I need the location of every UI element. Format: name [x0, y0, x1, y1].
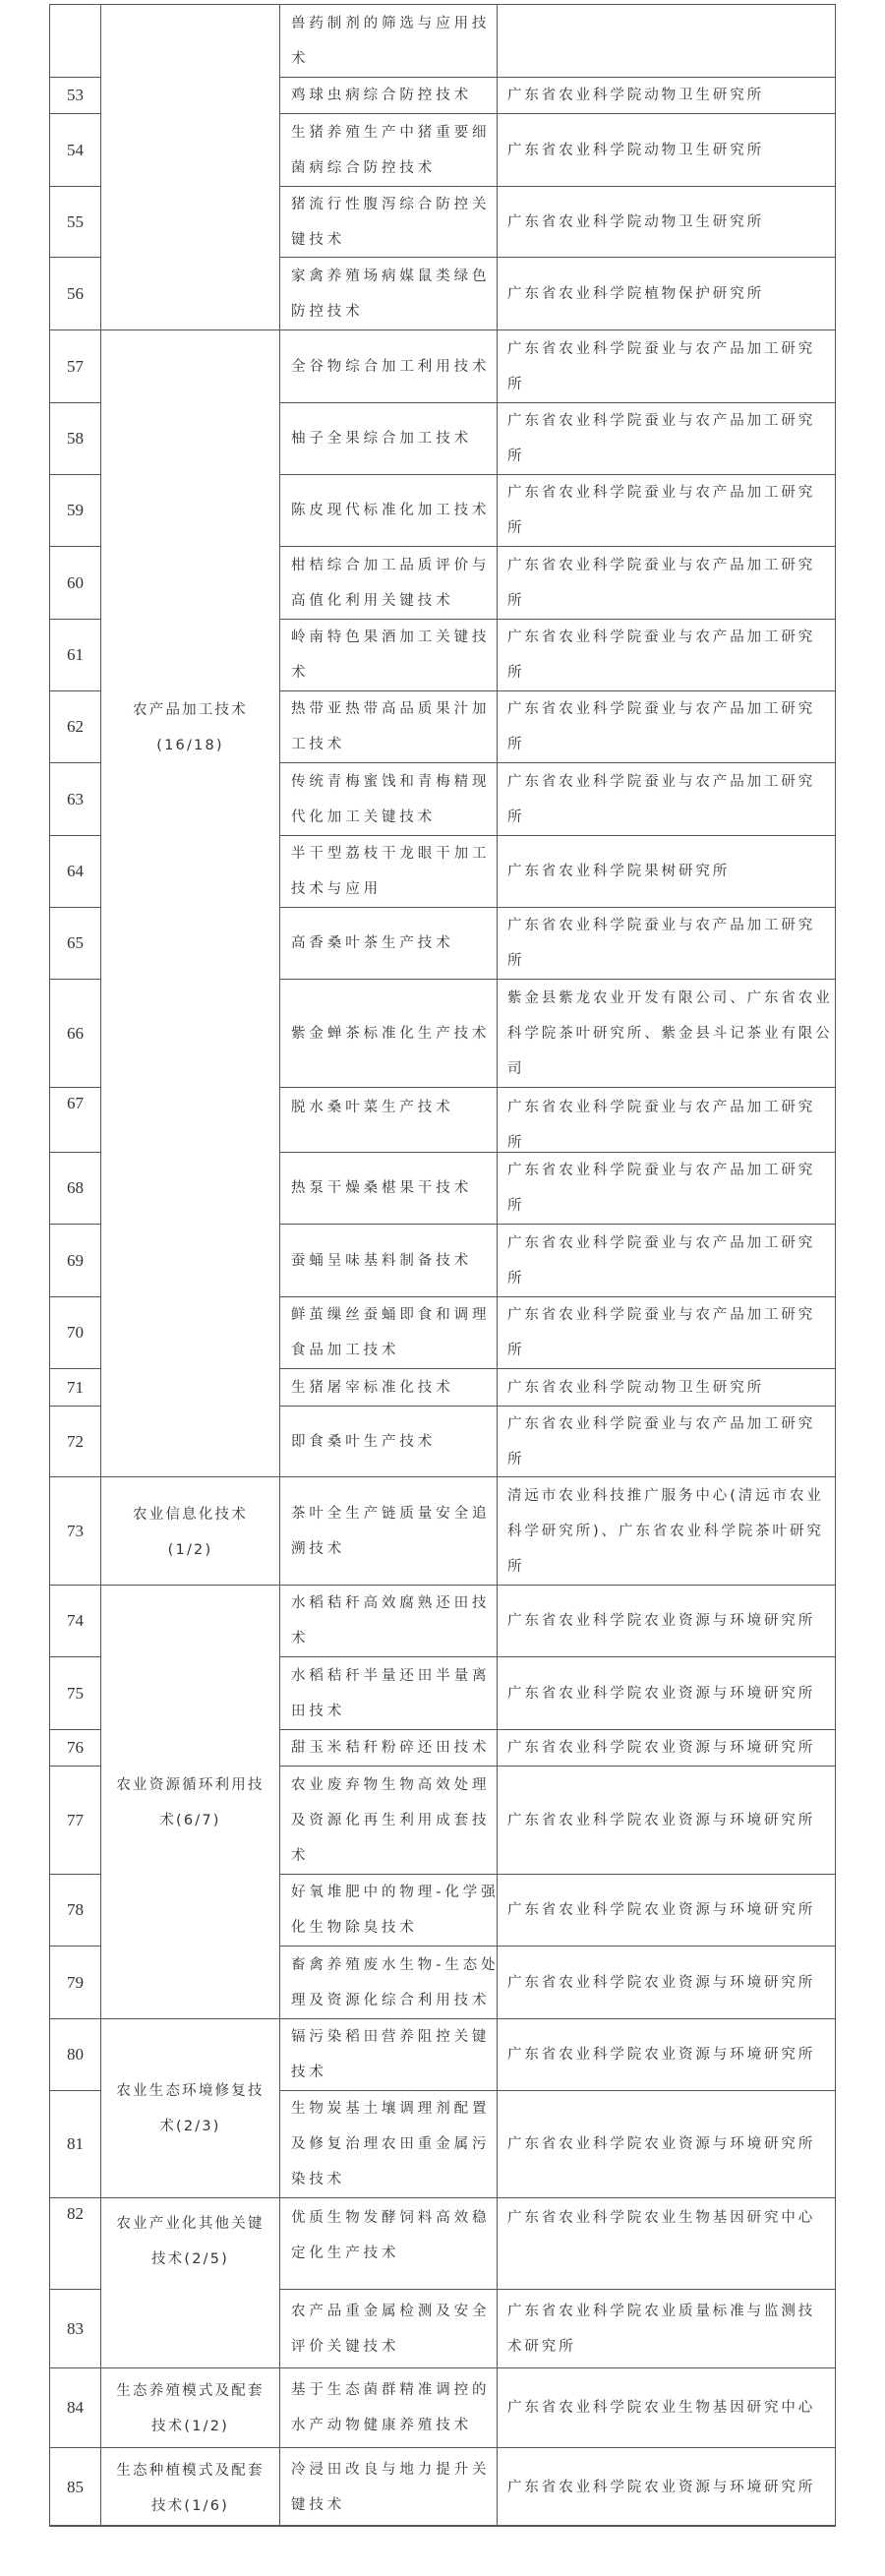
organization-line: 科学研究所)、广东省农业科学院茶叶研究 — [507, 1523, 824, 1539]
organization-line: 广东省农业科学院农业资源与环境研究所 — [507, 1902, 816, 1918]
technology-name-line: 传统青梅蜜饯和青梅精现 — [291, 773, 491, 790]
technology-name-line: 即食桑叶生产技术 — [291, 1433, 437, 1450]
organization-line: 广东省农业科学院动物卫生研究所 — [507, 213, 764, 230]
organization-line: 所 — [507, 449, 525, 464]
technology-name-line: 及修复治理农田重金属污 — [291, 2136, 491, 2152]
row-number: 61 — [49, 619, 101, 690]
technology-name-line: 术 — [291, 1847, 310, 1864]
technology-name-line: 水稻秸秆半量还田半量离 — [291, 1667, 491, 1684]
technology-name-line: 紫金蝉茶标准化生产技术 — [291, 1025, 491, 1042]
technology-name-line: 代化加工关键技术 — [291, 809, 437, 825]
technology-name-line: 水产动物健康养殖技术 — [291, 2418, 472, 2433]
row-number: 73 — [49, 1476, 101, 1585]
organization-line: 广东省农业科学院动物卫生研究所 — [507, 1379, 764, 1396]
technology-name-line: 甜玉米秸秆粉碎还田技术 — [291, 1740, 491, 1756]
technology-name-line: 猪流行性腹泻综合防控关 — [291, 196, 491, 212]
organization-line: 广东省农业科学院蚕业与农产品加工研究 — [507, 773, 816, 790]
category-label-line: 农业资源循环利用技 — [116, 1777, 265, 1793]
technology-name-line: 好氧堆肥中的物理-化学强 — [291, 1885, 500, 1900]
category-label-line: 农业产业化其他关键 — [116, 2216, 265, 2232]
row-number: 56 — [49, 257, 101, 329]
technology-name-line: 鸡球虫病综合防控技术 — [291, 88, 472, 103]
technology-name-line: 高香桑叶茶生产技术 — [291, 935, 454, 951]
organization-line: 所 — [507, 665, 525, 681]
category-label-line: 生态种植模式及配套 — [116, 2463, 265, 2479]
row-number: 77 — [49, 1766, 101, 1874]
category-label-line: 技术(1/6) — [150, 2498, 230, 2514]
organization-line: 广东省农业科学院动物卫生研究所 — [507, 142, 764, 158]
organization-line: 所 — [507, 1270, 525, 1287]
technology-name-line: 陈皮现代标准化加工技术 — [291, 503, 491, 518]
row-number: 75 — [49, 1656, 101, 1729]
organization-line: 广东省农业科学院蚕业与农产品加工研究 — [507, 1307, 816, 1323]
row-number: 65 — [49, 907, 101, 979]
organization-line: 广东省农业科学院农业质量标准与监测技 — [507, 2303, 816, 2319]
organization-line: 广东省农业科学院农业资源与环境研究所 — [507, 1613, 816, 1629]
technology-name-line: 半干型荔枝干龙眼干加工 — [291, 846, 491, 862]
organization-line: 广东省农业科学院果树研究所 — [507, 864, 731, 879]
technology-name-line: 术 — [291, 50, 310, 67]
row-number: 55 — [49, 186, 101, 257]
organization-line: 广东省农业科学院农业生物基因研究中心 — [507, 2210, 816, 2226]
organization-line: 所 — [507, 1135, 525, 1151]
technology-name-line: 生猪屠宰标准化技术 — [291, 1379, 454, 1396]
row-number: 62 — [49, 690, 101, 762]
row-number: 76 — [49, 1729, 101, 1766]
organization-line: 广东省农业科学院农业资源与环境研究所 — [507, 1685, 816, 1702]
technology-name-line: 键技术 — [291, 2497, 346, 2513]
organization-line: 广东省农业科学院蚕业与农产品加工研究 — [507, 629, 816, 645]
organization-line: 广东省农业科学院蚕业与农产品加工研究 — [507, 701, 816, 717]
row-number: 60 — [49, 546, 101, 619]
technology-name-line: 技术与应用 — [291, 881, 382, 897]
row-number: 54 — [49, 113, 101, 186]
organization-line: 所 — [507, 592, 525, 609]
technology-name-line: 食品加工技术 — [291, 1343, 400, 1358]
technology-name-line: 理及资源化综合利用技术 — [291, 1992, 491, 2008]
row-number: 82 — [49, 2197, 101, 2289]
category-label-line: (1/2) — [167, 1542, 213, 1558]
organization-line: 广东省农业科学院蚕业与农产品加工研究 — [507, 340, 816, 357]
technology-name-line: 技术 — [291, 2065, 327, 2080]
technology-name-line: 全谷物综合加工利用技术 — [291, 358, 491, 375]
technology-name-line: 优质生物发酵饲料高效稳 — [291, 2210, 491, 2226]
organization-line: 所 — [507, 520, 525, 536]
organization-line: 广东省农业科学院蚕业与农产品加工研究 — [507, 1100, 816, 1115]
technology-name-line: 田技术 — [291, 1703, 346, 1719]
row-number: 57 — [49, 329, 101, 402]
category-label-line: 农产品加工技术 — [133, 702, 248, 718]
row-number: 64 — [49, 835, 101, 907]
category-label-line: 技术(1/2) — [150, 2419, 230, 2434]
category-label-line: 农业生态环境修复技 — [116, 2083, 265, 2099]
organization-line: 广东省农业科学院农业资源与环境研究所 — [507, 2480, 816, 2495]
row-number: 63 — [49, 762, 101, 835]
technology-name-line: 生物炭基土壤调理剂配置 — [291, 2101, 491, 2117]
organization-line: 广东省农业科学院农业资源与环境研究所 — [507, 1974, 816, 1991]
organization-line: 广东省农业科学院蚕业与农产品加工研究 — [507, 557, 816, 573]
organization-line: 广东省农业科学院农业资源与环境研究所 — [507, 1740, 816, 1756]
technology-name-line: 柑桔综合加工品质评价与 — [291, 557, 491, 573]
technology-name-line: 茶叶全生产链质量安全追 — [291, 1505, 491, 1522]
organization-line: 所 — [507, 1343, 525, 1358]
organization-line: 所 — [507, 1451, 525, 1468]
technology-name-line: 菌病综合防控技术 — [291, 159, 437, 176]
organization-line: 科学院茶叶研究所、紫金县斗记茶业有限公 — [507, 1025, 833, 1042]
category-label-line: 术(2/3) — [159, 2119, 221, 2134]
organization-line: 所 — [507, 1198, 525, 1214]
technology-name-line: 工技术 — [291, 737, 346, 752]
technology-name-line: 水稻秸秆高效腐熟还田技 — [291, 1595, 491, 1611]
organization-line: 广东省农业科学院蚕业与农产品加工研究 — [507, 1415, 816, 1432]
row-number: 72 — [49, 1406, 101, 1476]
technology-name-line: 家禽养殖场病媒鼠类绿色 — [291, 268, 491, 284]
technology-name-line: 农业废弃物生物高效处理 — [291, 1776, 491, 1793]
organization-line: 所 — [507, 953, 525, 969]
category-label-line: 技术(2/5) — [150, 2251, 230, 2267]
organization-line: 所 — [507, 737, 525, 752]
row-number: 79 — [49, 1946, 101, 2018]
technology-name-line: 畜禽养殖废水生物-生态处 — [291, 1956, 500, 1973]
row-number: 85 — [49, 2447, 101, 2527]
technology-name-line: 兽药制剂的筛选与应用技 — [291, 15, 491, 31]
organization-line: 清远市农业科技推广服务中心(清远市农业 — [507, 1487, 824, 1504]
technology-name-line: 鲜茧缫丝蚕蛹即食和调理 — [291, 1307, 491, 1323]
row-number: 70 — [49, 1296, 101, 1368]
organization-line: 紫金县紫龙农业开发有限公司、广东省农业 — [507, 989, 833, 1006]
organization-line: 广东省农业科学院蚕业与农产品加工研究 — [507, 1234, 816, 1251]
row-number: 69 — [49, 1224, 101, 1296]
technology-name-line: 柚子全果综合加工技术 — [291, 431, 472, 447]
organization-line: 司 — [507, 1060, 525, 1077]
technology-name-line: 蚕蛹呈味基料制备技术 — [291, 1252, 472, 1269]
table-frame — [49, 4, 836, 2527]
category-label-line: (16/18) — [156, 738, 224, 753]
row-number: 80 — [49, 2018, 101, 2090]
row-number: 78 — [49, 1874, 101, 1946]
organization-line: 广东省农业科学院蚕业与农产品加工研究 — [507, 413, 816, 429]
organization-line: 广东省农业科学院蚕业与农产品加工研究 — [507, 918, 816, 933]
row-number: 53 — [49, 77, 101, 113]
category-label-line: 农业信息化技术 — [133, 1507, 248, 1523]
technology-name-line: 生猪养殖生产中猪重要细 — [291, 124, 491, 141]
technology-name-line: 术 — [291, 665, 310, 681]
category-label-line: 术(6/7) — [159, 1813, 221, 1828]
row-number: 67 — [49, 1087, 101, 1152]
organization-line: 广东省农业科学院植物保护研究所 — [507, 285, 764, 302]
organization-line: 术研究所 — [507, 2338, 576, 2355]
organization-line: 广东省农业科学院动物卫生研究所 — [507, 88, 764, 103]
technology-name-line: 评价关键技术 — [291, 2338, 400, 2355]
technology-name-line: 定化生产技术 — [291, 2246, 400, 2261]
technology-name-line: 冷浸田改良与地力提升关 — [291, 2462, 491, 2478]
row-number: 71 — [49, 1368, 101, 1406]
technology-name-line: 高值化利用关键技术 — [291, 592, 454, 609]
organization-line: 所 — [507, 809, 525, 825]
organization-line: 所 — [507, 376, 525, 392]
technology-name-line: 热泵干燥桑椹果干技术 — [291, 1180, 472, 1196]
organization-line: 广东省农业科学院农业资源与环境研究所 — [507, 2136, 816, 2152]
technology-name-line: 防控技术 — [291, 303, 364, 320]
technology-name-line: 岭南特色果酒加工关键技 — [291, 629, 491, 645]
organization-line: 广东省农业科学院蚕业与农产品加工研究 — [507, 485, 816, 501]
row-number: 68 — [49, 1152, 101, 1224]
technology-name-line: 农产品重金属检测及安全 — [291, 2303, 491, 2319]
technology-name-line: 键技术 — [291, 231, 346, 248]
technology-name-line: 基于生态菌群精准调控的 — [291, 2382, 491, 2398]
technology-name-line: 及资源化再生利用成套技 — [291, 1812, 491, 1828]
technology-name-line: 染技术 — [291, 2172, 346, 2187]
organization-line: 所 — [507, 1558, 525, 1575]
technology-name-line: 化生物除臭技术 — [291, 1920, 418, 1936]
row-number: 83 — [49, 2289, 101, 2367]
row-number: 81 — [49, 2090, 101, 2197]
row-number: 59 — [49, 474, 101, 546]
technology-name-line: 溯技术 — [291, 1540, 346, 1557]
row-number: 58 — [49, 402, 101, 474]
organization-line: 广东省农业科学院农业生物基因研究中心 — [507, 2400, 816, 2416]
technology-name-line: 热带亚热带高品质果汁加 — [291, 701, 491, 717]
organization-line: 广东省农业科学院农业资源与环境研究所 — [507, 2047, 816, 2063]
row-number: 74 — [49, 1585, 101, 1656]
technology-name-line: 脱水桑叶菜生产技术 — [291, 1100, 454, 1115]
row-number: 84 — [49, 2367, 101, 2447]
technology-name-line: 术 — [291, 1631, 310, 1647]
organization-line: 广东省农业科学院农业资源与环境研究所 — [507, 1812, 816, 1828]
category-label-line: 生态养殖模式及配套 — [116, 2383, 265, 2399]
technology-name-line: 镉污染稻田营养阻控关键 — [291, 2029, 491, 2045]
organization-line: 广东省农业科学院蚕业与农产品加工研究 — [507, 1163, 816, 1178]
row-number: 66 — [49, 979, 101, 1087]
